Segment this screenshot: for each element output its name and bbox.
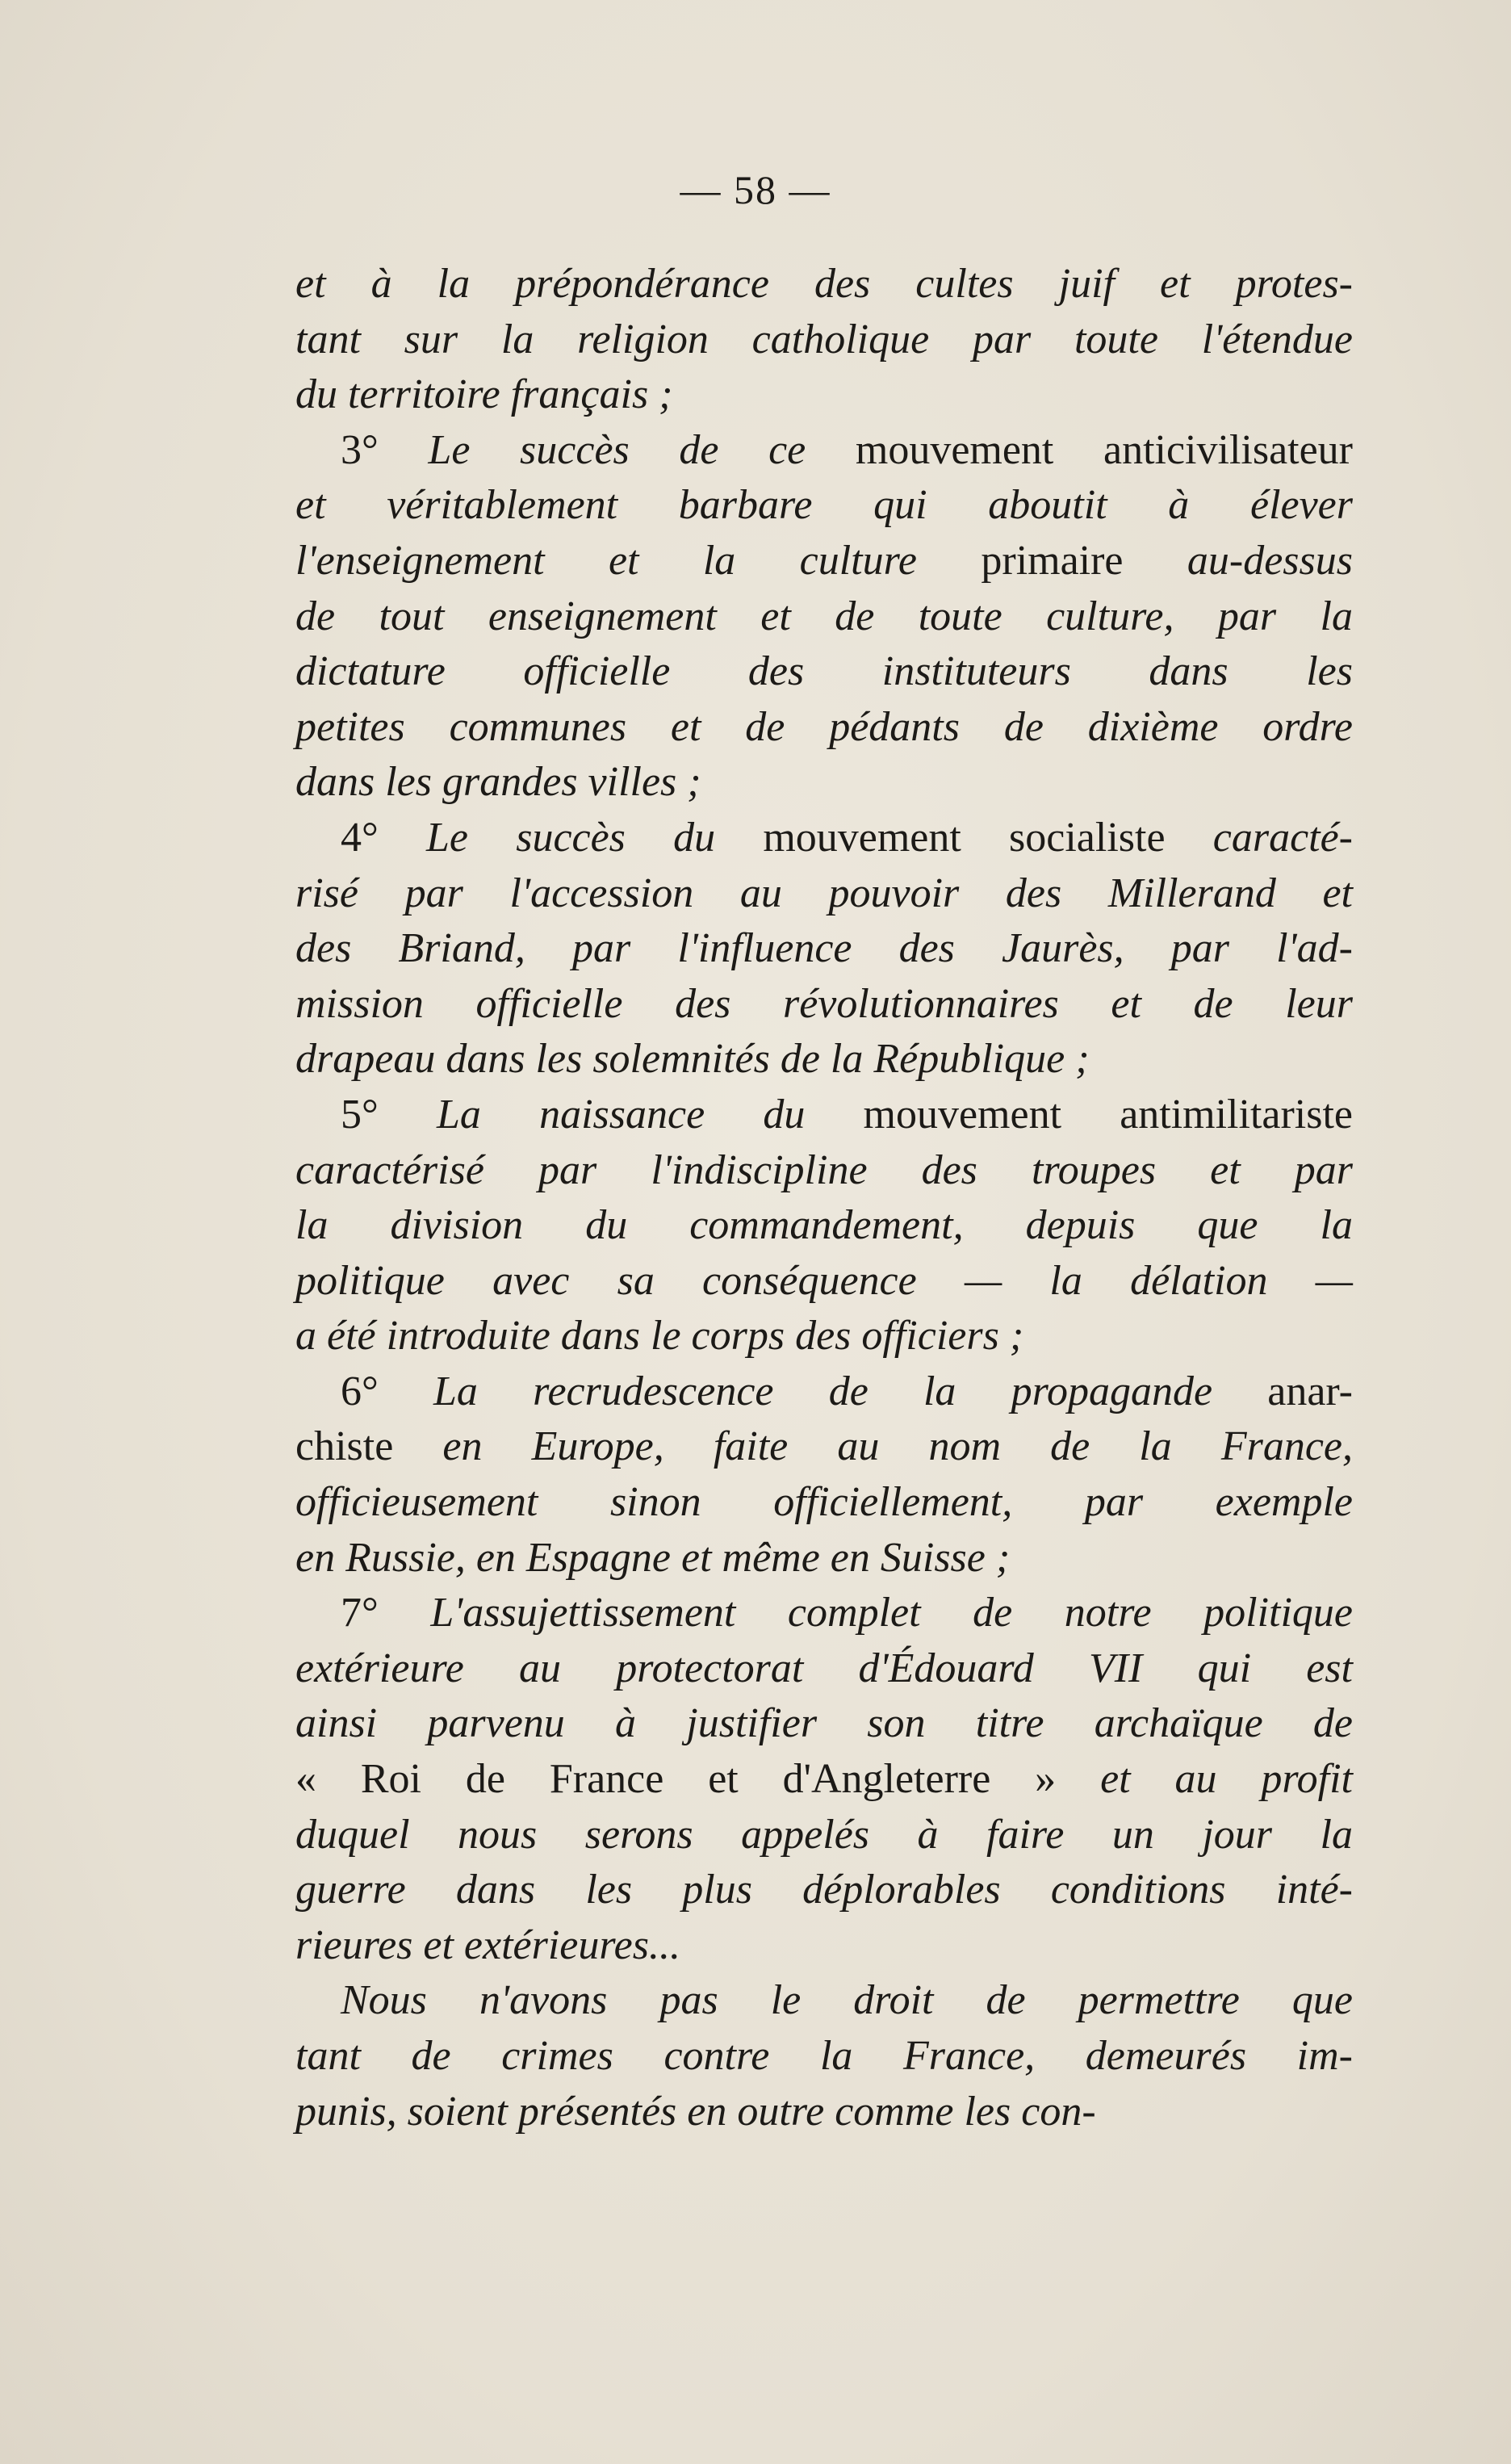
text-segment: punis, soient présentés en outre comme les con- [295,2088,1096,2135]
text-segment: dictature officielle des instituteurs dans les [295,648,1353,695]
text-segment: La recrudescence de la propagande [433,1368,1268,1414]
text-line [295,534,1353,589]
text-segment: caracté- [1212,814,1353,861]
text-line [295,1752,1353,1808]
text-line [295,1143,1353,1199]
text-segment: 3° [341,426,429,473]
text-line [295,2085,1353,2140]
text-segment: petites communes et de pédants de dixième ordre [295,703,1353,750]
text-segment: 6° [341,1368,434,1414]
text-segment: mouvement socialiste [763,814,1213,861]
text-segment: la division du commandement, depuis que la [295,1202,1353,1249]
text-line [295,755,1353,811]
text-segment: tant sur la religion catholique par toute l'étendue [295,316,1353,362]
text-line [295,811,1353,866]
text-line [295,312,1353,368]
text-line [295,644,1353,700]
text-segment: drapeau dans les solemnités de la République ; [295,1036,1090,1083]
text-line [295,1586,1353,1641]
text-segment: primaire [981,537,1187,584]
text-line [295,1087,1353,1143]
text-segment: L'assujettissement complet de notre politique [430,1590,1354,1636]
text-line [295,2029,1353,2085]
text-line [295,589,1353,645]
text-line [295,1032,1353,1087]
text-segment: « Roi de France et d'Angleterre » [295,1756,1101,1803]
text-segment: Nous n'avons pas le droit de permettre que [341,1977,1353,2024]
text-line [295,1309,1353,1364]
text-segment: extérieure au protectorat d'Édouard VII qui est [295,1645,1353,1691]
text-segment: de tout enseignement et de toute culture, par la [295,593,1353,639]
text-segment: caractérisé par l'indiscipline des troupes et par [295,1146,1353,1193]
text-segment: dans les grandes villes ; [295,759,701,806]
text-line [295,700,1353,756]
text-segment: en Europe, faite au nom de la France, [442,1423,1353,1470]
text-line [295,1863,1353,1918]
text-segment: anar- [1267,1368,1353,1414]
text-line [295,1696,1353,1752]
text-line [295,1254,1353,1310]
text-segment: officieusement sinon officiellement, par exemple [295,1479,1353,1526]
text-segment: mouvement anticivilisateur [855,426,1354,473]
text-segment: risé par l'accession au pouvoir des Millerand et [295,870,1353,916]
text-line [295,1419,1353,1475]
text-line [295,257,1353,312]
text-line [295,1198,1353,1254]
text-line [295,367,1353,423]
text-line [295,1918,1353,1974]
text-line [295,1531,1353,1586]
text-segment: Le succès du [426,814,764,861]
text-segment: l'enseignement et la culture [295,537,982,584]
text-segment: et véritablement barbare qui aboutit à élever [295,482,1353,529]
text-line [295,423,1353,479]
text-segment: du territoire français ; [295,371,673,418]
text-segment: chiste [295,1423,443,1470]
text-segment: mission officielle des révolutionnaires et de leur [295,980,1353,1027]
text-segment: politique avec sa conséquence — la délation — [295,1257,1353,1304]
text-segment: guerre dans les plus déplorables conditions inté- [295,1867,1353,1913]
text-segment: des Briand, par l'influence des Jaurès, par l'ad- [295,925,1353,972]
page-number: — 58 — [680,167,831,212]
text-segment: mouvement antimilitariste [863,1091,1354,1138]
text-line [295,866,1353,922]
text-line [295,1973,1353,2029]
text-line [295,478,1353,534]
text-segment: duquel nous serons appelés à faire un jour la [295,1811,1353,1858]
body-text [295,257,1353,2139]
text-segment: rieures et extérieures... [295,1921,680,1968]
text-segment: en Russie, en Espagne et même en Suisse ; [295,1534,1011,1581]
text-line [295,921,1353,977]
text-segment: 5° [341,1091,437,1138]
text-segment: a été introduite dans le corps des officiers ; [295,1313,1024,1360]
text-segment: et à la prépondérance des cultes juif et protes- [295,261,1353,307]
text-segment: au-dessus [1187,537,1353,584]
text-segment: La naissance du [436,1091,864,1138]
text-segment: 4° [341,814,426,861]
text-line [295,977,1353,1033]
text-line [295,1641,1353,1697]
text-line [295,1364,1353,1420]
text-segment: tant de crimes contre la France, demeurés im- [295,2033,1353,2079]
text-segment: Le succès de ce [428,426,856,473]
text-segment: ainsi parvenu à justifier son titre archaïque de [295,1700,1353,1747]
text-segment: 7° [341,1590,431,1636]
text-line [295,1808,1353,1863]
text-segment: et au profit [1100,1756,1353,1803]
text-line [295,1475,1353,1531]
